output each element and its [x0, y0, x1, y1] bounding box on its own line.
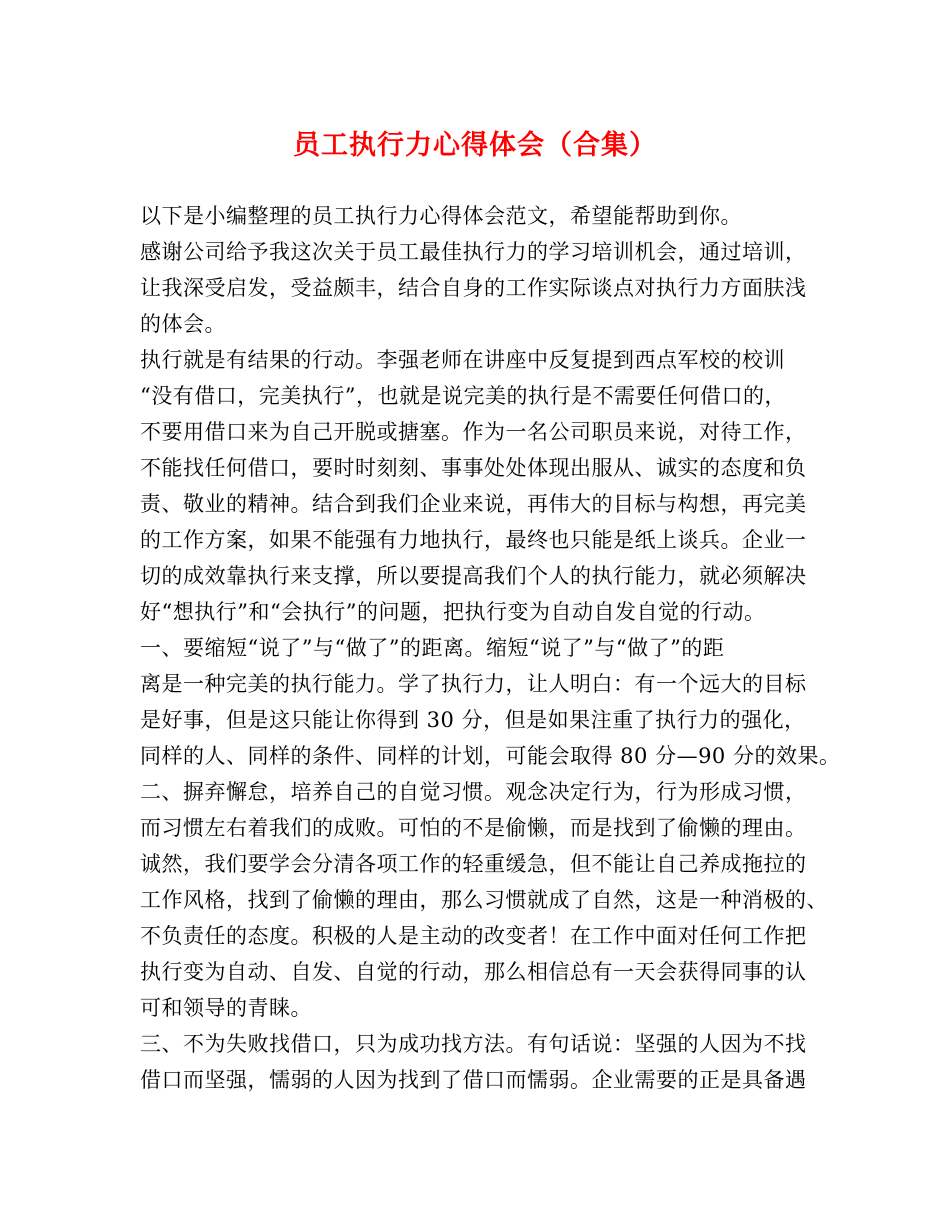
body-line: 的工作方案，如果不能强有力地执行，最终也只能是纸上谈兵。企业一: [140, 528, 807, 552]
body-line: 同样的人、同样的条件、同样的计划，可能会取得 80 分—90 分的效果。: [140, 744, 841, 768]
body-line: 让我深受启发，受益颇丰，结合自身的工作实际谈点对执行力方面肤浅: [140, 276, 807, 300]
body-line: 工作风格，找到了偷懒的理由，那么习惯就成了自然，这是一种消极的、: [140, 888, 828, 912]
document-body: [140, 198, 860, 1098]
body-line: 责、敬业的精神。结合到我们企业来说，再伟大的目标与构想，再完美: [140, 492, 807, 516]
body-line: 三、不为失败找借口，只为成功找方法。有句话说：坚强的人因为不找: [140, 1032, 807, 1056]
body-line: 执行变为自动、自发、自觉的行动，那么相信总有一天会获得同事的认: [140, 960, 807, 984]
body-line: 一、要缩短“说了”与“做了”的距离。缩短“说了”与“做了”的距: [140, 636, 725, 660]
body-line: 好“想执行”和“会执行”的问题，把执行变为自动自发自觉的行动。: [140, 600, 766, 624]
body-line: 二、摒弃懈怠，培养自己的自觉习惯。观念决定行为，行为形成习惯，: [140, 780, 807, 804]
body-line: 切的成效靠执行来支撑，所以要提高我们个人的执行能力，就必须解决: [140, 564, 807, 588]
body-line: 不能找任何借口，要时时刻刻、事事处处体现出服从、诚实的态度和负: [140, 456, 807, 480]
body-line: 的体会。: [140, 312, 226, 336]
body-line: 可和领导的青睐。: [140, 996, 312, 1020]
body-line: 借口而坚强，懦弱的人因为找到了借口而懦弱。企业需要的正是具备遇: [140, 1068, 807, 1092]
body-line: 是好事，但是这只能让你得到 30 分，但是如果注重了执行力的强化，: [140, 708, 806, 732]
document-title: 员工执行力心得体会（合集）: [293, 130, 657, 161]
body-line: 离是一种完美的执行能力。学了执行力，让人明白：有一个远大的目标: [140, 672, 807, 696]
body-line: 而习惯左右着我们的成败。可怕的不是偷懒，而是找到了偷懒的理由。: [140, 816, 807, 840]
body-line: 诚然，我们要学会分清各项工作的轻重缓急，但不能让自己养成拖拉的: [140, 852, 807, 876]
body-line: 以下是小编整理的员工执行力心得体会范文，希望能帮助到你。: [140, 204, 742, 228]
body-line: 执行就是有结果的行动。李强老师在讲座中反复提到西点军校的校训: [140, 348, 785, 372]
body-line: 不负责任的态度。积极的人是主动的改变者！在工作中面对任何工作把: [140, 924, 807, 948]
body-line: 感谢公司给予我这次关于员工最佳执行力的学习培训机会，通过培训，: [140, 240, 807, 264]
body-line: “没有借口，完美执行”，也就是说完美的执行是不需要任何借口的，: [140, 384, 786, 408]
body-line: 不要用借口来为自己开脱或搪塞。作为一名公司职员来说，对待工作，: [140, 420, 807, 444]
